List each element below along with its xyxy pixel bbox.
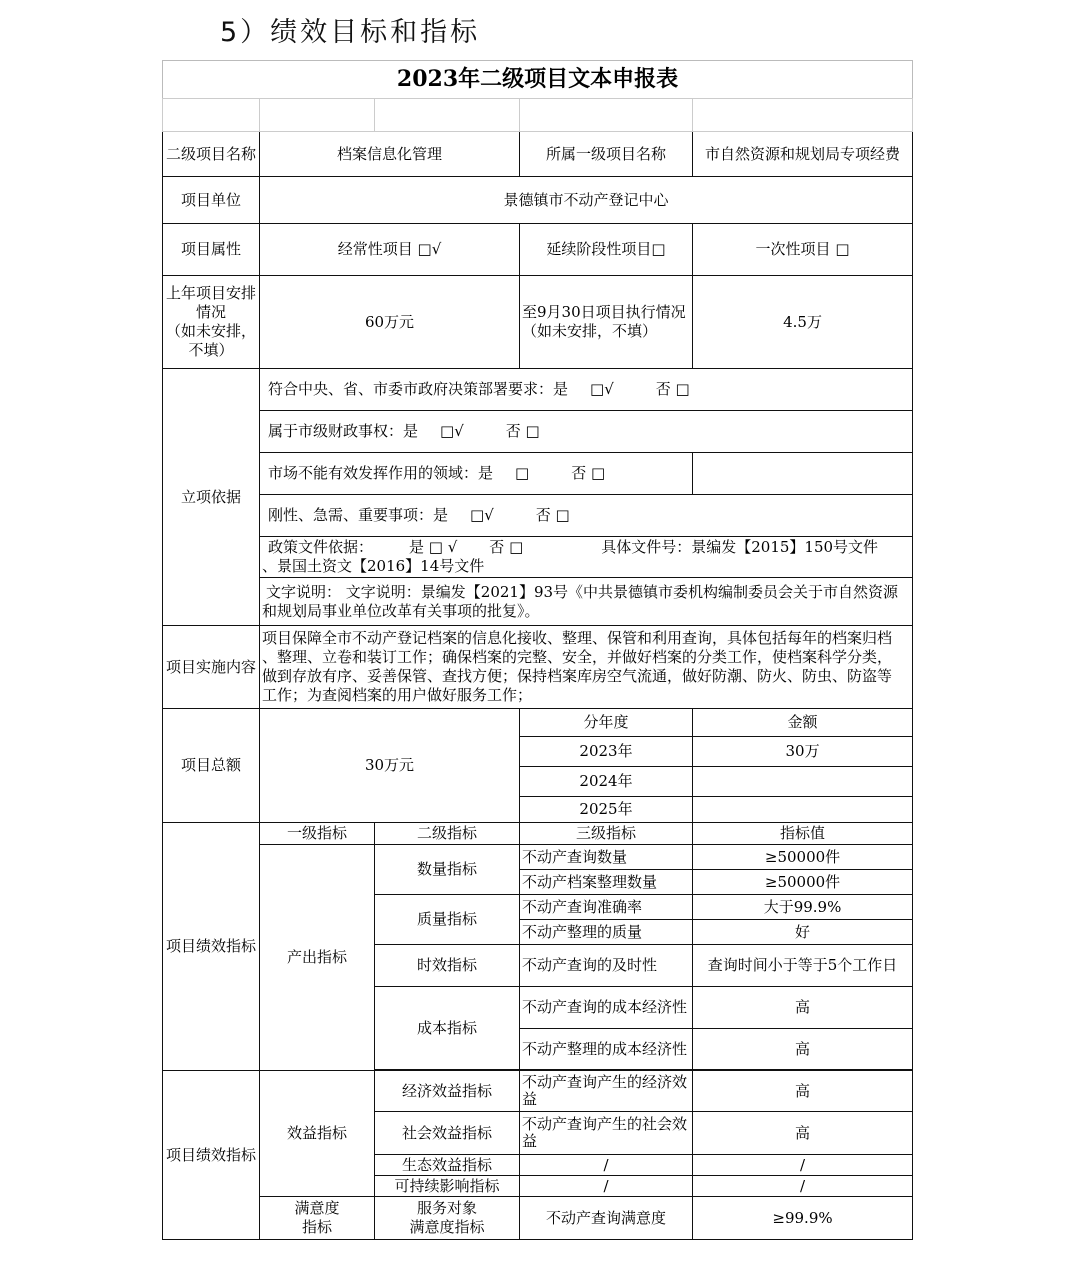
indicator-name: 不动产档案整理数量 bbox=[520, 870, 693, 895]
satisfaction-indicator bbox=[260, 1197, 375, 1240]
attr-option-phased: 延续阶段性项目□ bbox=[520, 224, 693, 276]
execution-label bbox=[520, 276, 693, 369]
indicator-name: 不动产整理的成本经济性 bbox=[520, 1029, 693, 1070]
year-cell: 2025年 bbox=[520, 797, 693, 823]
cost-indicator: 成本指标 bbox=[375, 987, 520, 1070]
perf-benefit-label: 项目绩效指标 bbox=[163, 1071, 260, 1240]
indicator-value: ≥50000件 bbox=[693, 845, 913, 870]
table-title: 2023年二级项目文本申报表 bbox=[163, 61, 913, 99]
last-year-value: 60万元 bbox=[260, 276, 520, 369]
indicator-value: ≥99.9% bbox=[693, 1197, 913, 1240]
label-line: 服务对象 bbox=[416, 1199, 477, 1217]
label-line: 上年项目安排 bbox=[165, 284, 256, 302]
basis-text: 符合中央、省、市委市政府决策部署要求：是 bbox=[268, 380, 569, 398]
content-line: 项目保障全市不动产登记档案的信息化接收、整理、保管和利用查询，具体包括每年的档案归档 bbox=[262, 629, 893, 647]
note-line: 和规划局事业单位改革有关事项的批复》。 bbox=[262, 601, 540, 620]
indicator-value: 高 bbox=[693, 1112, 913, 1155]
name-line: 不动产查询产生的经济效 bbox=[522, 1073, 688, 1091]
quality-indicator: 质量指标 bbox=[375, 895, 520, 945]
benefit-indicator: 效益指标 bbox=[260, 1071, 375, 1197]
project-name-label: 二级项目名称 bbox=[163, 132, 260, 177]
spacer-cell bbox=[260, 99, 375, 132]
indicator-name: 不动产查询数量 bbox=[520, 845, 693, 870]
indicator-name: 不动产查询准确率 bbox=[520, 895, 693, 920]
indicator-name bbox=[520, 1071, 693, 1112]
indicator-value: 查询时间小于等于5个工作日 bbox=[693, 945, 913, 987]
policy-docs-text: 具体文件号：景编发【2015】150号文件 bbox=[601, 538, 879, 556]
parent-project-label: 所属一级项目名称 bbox=[520, 132, 693, 177]
content-line: 、整理、立卷和装订工作；确保档案的完整、安全，并做好档案的分类工作，使档案科学分类， bbox=[262, 648, 893, 666]
label-line: 满意度指标 bbox=[409, 1218, 485, 1236]
amount-cell: 30万 bbox=[693, 737, 913, 767]
basis-line-fiscal-authority bbox=[260, 411, 913, 453]
project-unit-value: 景德镇市不动产登记中心 bbox=[260, 177, 913, 224]
basis-line-policy-alignment bbox=[260, 369, 913, 411]
total-value: 30万元 bbox=[260, 709, 520, 823]
indicator-value: 高 bbox=[693, 987, 913, 1029]
content-label: 项目实施内容 bbox=[163, 626, 260, 709]
spacer-cell bbox=[693, 99, 913, 132]
economic-indicator: 经济效益指标 bbox=[375, 1071, 520, 1112]
basis-line-text-note bbox=[260, 578, 913, 626]
service-satisfaction-indicator bbox=[375, 1197, 520, 1240]
social-indicator: 社会效益指标 bbox=[375, 1112, 520, 1155]
amount-cell bbox=[693, 797, 913, 823]
quantity-indicator: 数量指标 bbox=[375, 845, 520, 895]
indicator-name bbox=[520, 1112, 693, 1155]
name-line: 益 bbox=[522, 1090, 538, 1108]
yes-checkbox: □√ bbox=[440, 422, 464, 440]
project-name-value: 档案信息化管理 bbox=[260, 132, 520, 177]
label-line: （如未安排，不填） bbox=[522, 322, 658, 340]
indicator-value: 大于99.9% bbox=[693, 895, 913, 920]
content-line: 工作；为查阅档案的用户做好服务工作； bbox=[262, 686, 533, 704]
indicator-value: 好 bbox=[693, 920, 913, 945]
indicator-value: / bbox=[693, 1155, 913, 1176]
label-line: （如未安排， bbox=[165, 322, 256, 340]
basis-text: 市场不能有效发挥作用的领域：是 bbox=[268, 464, 494, 482]
content-line: 做到存放有序、妥善保管、查找方便；保持档案库房空气流通，做好防潮、防火、防虫、防盗等 bbox=[262, 667, 893, 685]
project-application-table bbox=[162, 60, 913, 1240]
spacer-cell bbox=[375, 99, 520, 132]
timeliness-indicator: 时效指标 bbox=[375, 945, 520, 987]
indicator-name: 不动产整理的质量 bbox=[520, 920, 693, 945]
basis-line-urgent-matters bbox=[260, 495, 913, 537]
label-line: 情况 bbox=[195, 303, 226, 321]
yes-checkbox: □√ bbox=[470, 506, 494, 524]
basis-line-market-failure bbox=[260, 453, 693, 495]
label-line: 指标 bbox=[301, 1218, 332, 1236]
year-header: 分年度 bbox=[520, 709, 693, 737]
label-line: 至9月30日项目执行情况 bbox=[522, 303, 686, 321]
indicator-name: 不动产查询的成本经济性 bbox=[520, 987, 693, 1029]
last-year-label bbox=[163, 276, 260, 369]
header-level3: 三级指标 bbox=[520, 823, 693, 845]
label-line: 不填） bbox=[188, 341, 234, 359]
yes-checkbox: 是 □ √ bbox=[409, 538, 458, 556]
no-checkbox: 否 □ bbox=[535, 506, 570, 524]
header-level1: 一级指标 bbox=[260, 823, 375, 845]
indicator-name: 不动产查询满意度 bbox=[520, 1197, 693, 1240]
year-cell: 2023年 bbox=[520, 737, 693, 767]
attr-option-onetime: 一次性项目 □ bbox=[693, 224, 913, 276]
basis-text: 刚性、急需、重要事项：是 bbox=[268, 506, 449, 524]
indicator-value: 高 bbox=[693, 1071, 913, 1112]
content-value bbox=[260, 626, 913, 709]
header-level2: 二级指标 bbox=[375, 823, 520, 845]
basis-text: 政策文件依据： bbox=[268, 538, 374, 556]
indicator-name: 不动产查询的及时性 bbox=[520, 945, 693, 987]
yes-checkbox: □ bbox=[515, 464, 530, 482]
indicator-name: / bbox=[520, 1155, 693, 1176]
ecological-indicator: 生态效益指标 bbox=[375, 1155, 520, 1176]
no-checkbox: 否 □ bbox=[655, 380, 690, 398]
spacer-cell bbox=[520, 99, 693, 132]
spacer-cell bbox=[163, 99, 260, 132]
total-label: 项目总额 bbox=[163, 709, 260, 823]
indicator-value: ≥50000件 bbox=[693, 870, 913, 895]
no-checkbox: 否 □ bbox=[489, 538, 524, 556]
name-line: 益 bbox=[522, 1132, 538, 1150]
basis-text: 属于市级财政事权：是 bbox=[268, 422, 419, 440]
amount-header: 金额 bbox=[693, 709, 913, 737]
name-line: 不动产查询产生的社会效 bbox=[522, 1115, 688, 1133]
yes-checkbox: □√ bbox=[590, 380, 614, 398]
project-unit-label: 项目单位 bbox=[163, 177, 260, 224]
section-heading: 5）绩效目标和指标 bbox=[220, 17, 481, 48]
no-checkbox: 否 □ bbox=[571, 464, 606, 482]
attr-option-recurring: 经常性项目 □√ bbox=[260, 224, 520, 276]
note-line: 文字说明： 文字说明：景编发【2021】93号《中共景德镇市委机构编制委员会关于市自然资源 bbox=[266, 582, 899, 601]
no-checkbox: 否 □ bbox=[505, 422, 540, 440]
indicator-value: 高 bbox=[693, 1029, 913, 1070]
empty-cell bbox=[693, 453, 913, 495]
execution-value: 4.5万 bbox=[693, 276, 913, 369]
policy-docs-text: 、景国土资文【2016】14号文件 bbox=[262, 557, 485, 575]
amount-cell bbox=[693, 767, 913, 797]
year-cell: 2024年 bbox=[520, 767, 693, 797]
basis-line-policy-docs bbox=[260, 537, 913, 578]
basis-label: 立项依据 bbox=[163, 369, 260, 626]
perf-output-label: 项目绩效指标 bbox=[163, 823, 260, 1071]
output-indicator: 产出指标 bbox=[260, 845, 375, 1071]
indicator-value: / bbox=[693, 1176, 913, 1197]
parent-project-value: 市自然资源和规划局专项经费 bbox=[693, 132, 913, 177]
header-value: 指标值 bbox=[693, 823, 913, 845]
indicator-name: / bbox=[520, 1176, 693, 1197]
sustainability-indicator: 可持续影响指标 bbox=[375, 1176, 520, 1197]
project-attr-label: 项目属性 bbox=[163, 224, 260, 276]
label-line: 满意度 bbox=[294, 1199, 340, 1217]
